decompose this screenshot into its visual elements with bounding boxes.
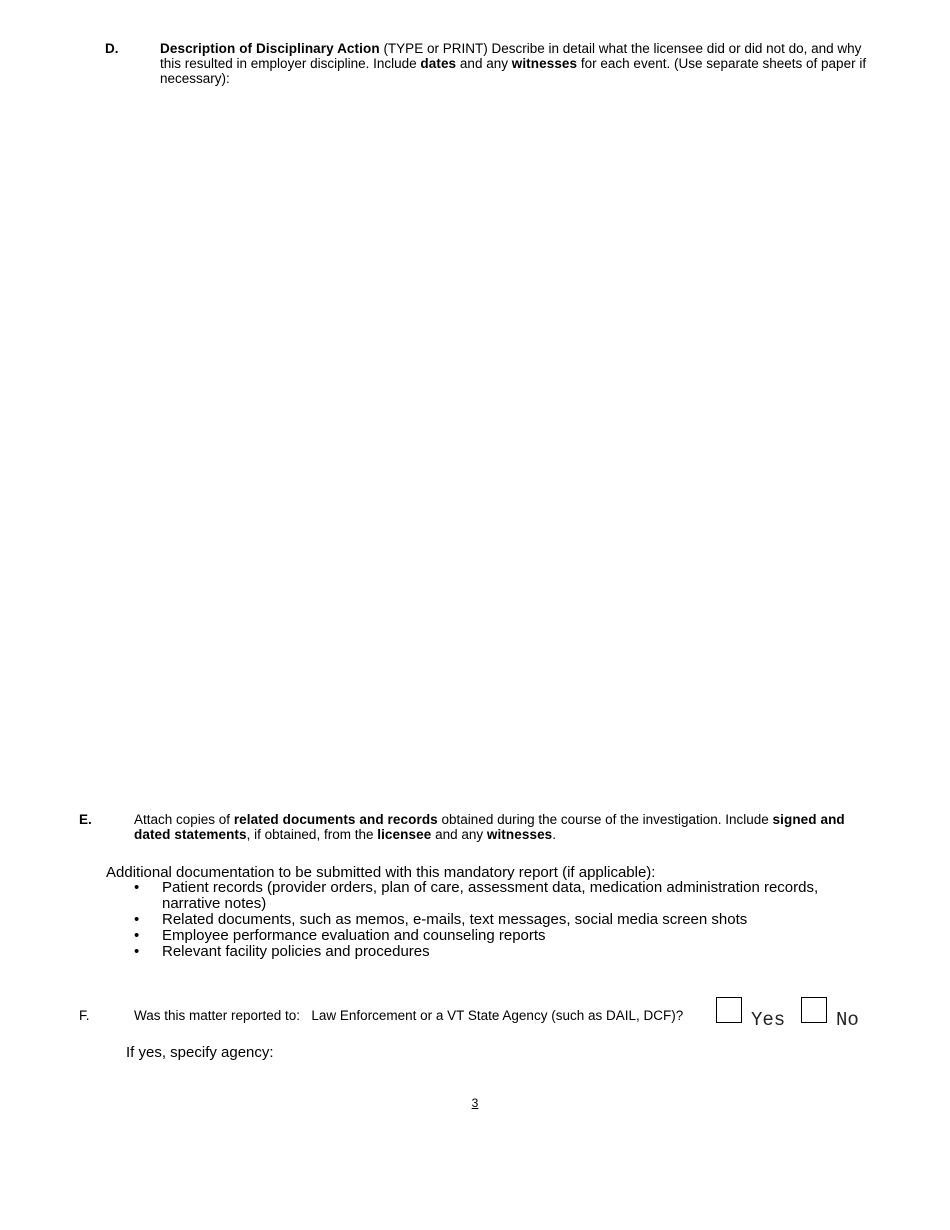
section-e-bold-1: related documents and records	[233, 812, 438, 827]
additional-docs-intro: Additional documentation to be submitted with this mandatory report (if applicable):	[106, 864, 656, 881]
section-e-description	[134, 812, 869, 842]
section-d-letter: D.	[105, 41, 119, 56]
section-d-bold-witnesses: witnesses	[511, 56, 578, 71]
section-e-letter: E.	[79, 812, 92, 827]
section-d-description	[160, 41, 870, 86]
list-item: • Related documents, such as memos, e-mails, text messages, social media screen shots	[106, 912, 866, 928]
section-d-bold-dates: dates	[420, 56, 457, 71]
yes-checkbox[interactable]	[716, 997, 742, 1023]
list-item: • Patient records (provider orders, plan of care, assessment data, medication administration records, narrative notes)	[106, 880, 866, 912]
section-f-question: Was this matter reported to: Law Enforcement or a VT State Agency (such as DAIL, DCF)?	[134, 1008, 684, 1023]
yes-label: Yes	[751, 1009, 786, 1031]
section-e-text-5: .	[552, 827, 557, 842]
if-yes-agency-label: If yes, specify agency:	[126, 1044, 274, 1061]
section-e-text-4: and any	[431, 827, 487, 842]
section-e-bold-2: signed and dated statements	[134, 812, 845, 842]
page-number: 3	[471, 1096, 479, 1110]
section-d-text-1: (TYPE or PRINT) Describe in detail what the licensee did or did not do, and why this resulted in employer discipline. Include	[160, 41, 862, 71]
section-e-bold-3: licensee	[377, 827, 432, 842]
section-e-text-2: obtained during the course of the investigation. Include	[437, 812, 773, 827]
additional-docs-list	[106, 880, 866, 960]
section-d-title: Description of Disciplinary Action	[160, 41, 380, 56]
agency-entry-field[interactable]	[285, 1040, 865, 1062]
section-f-letter: F.	[79, 1008, 90, 1023]
no-checkbox[interactable]	[801, 997, 827, 1023]
no-label: No	[836, 1009, 859, 1031]
section-e-text-1: Attach copies of	[134, 812, 234, 827]
section-d-text-3: for each event. (Use separate sheets of paper if necessary):	[160, 56, 867, 86]
description-entry-area[interactable]	[160, 95, 870, 795]
section-e-bold-4: witnesses	[486, 827, 553, 842]
section-e-text-3: , if obtained, from the	[246, 827, 378, 842]
list-item: • Relevant facility policies and procedures	[106, 944, 866, 960]
section-d-text-2: and any	[456, 56, 512, 71]
list-item: • Employee performance evaluation and counseling reports	[106, 928, 866, 944]
